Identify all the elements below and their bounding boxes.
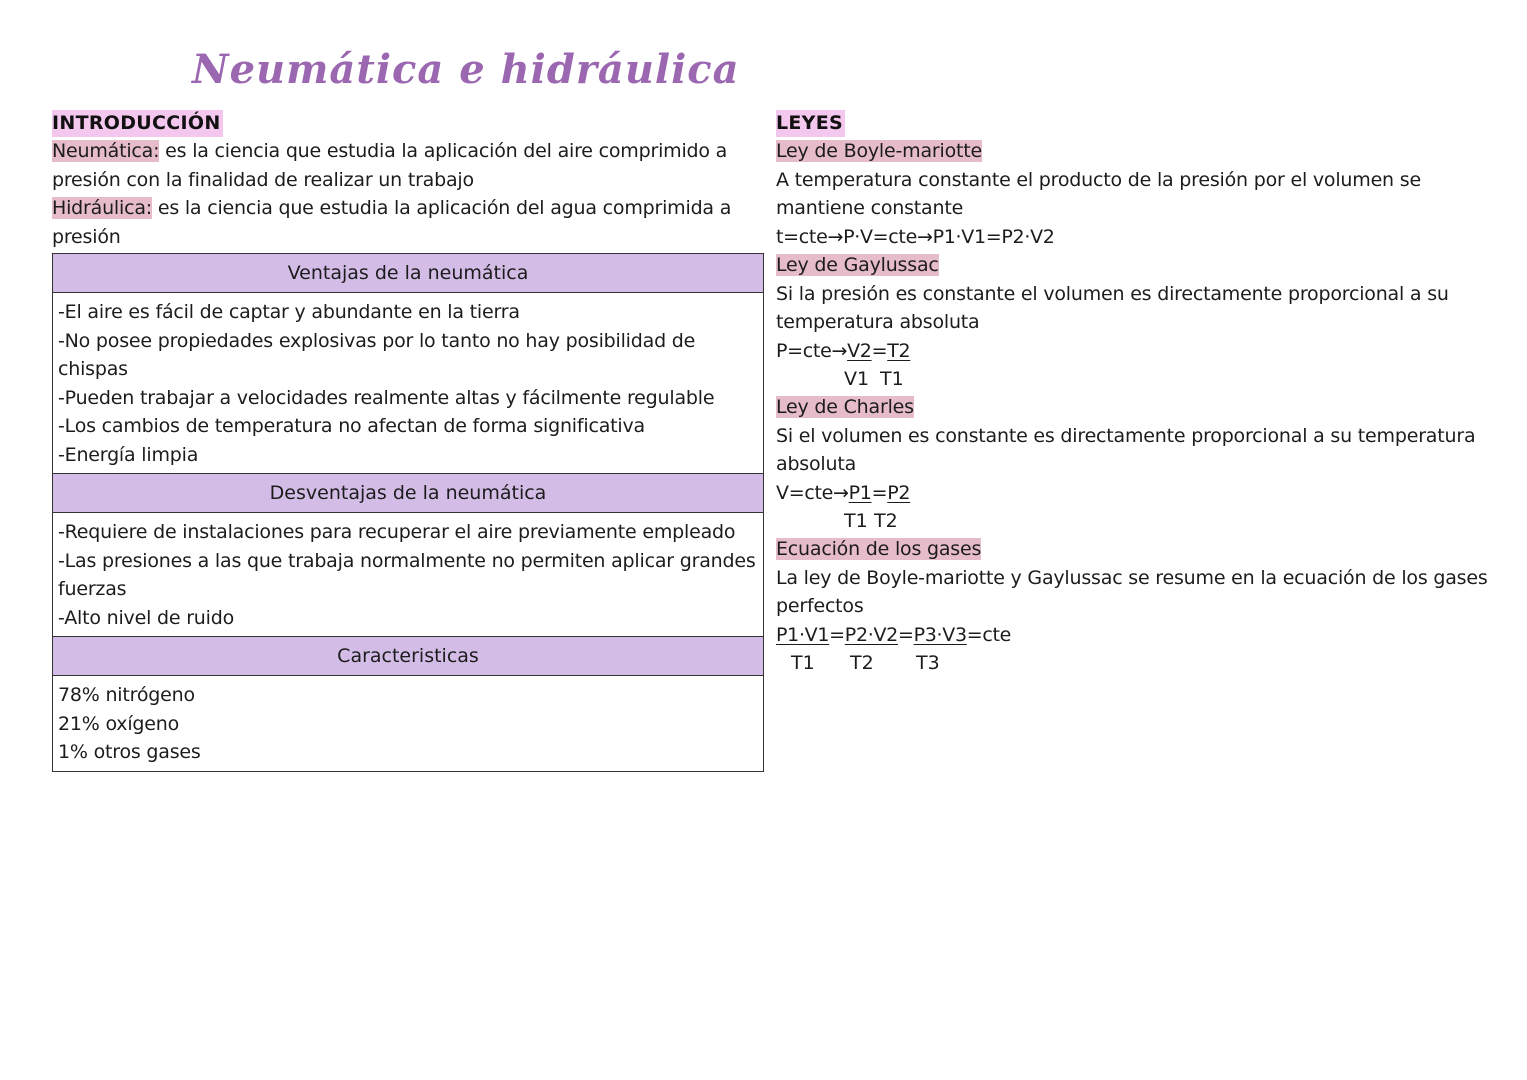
charles-equals: =	[871, 481, 888, 504]
desventajas-body	[53, 513, 763, 636]
desventajas-item: -Las presiones a las que trabaja normalmente no permiten aplicar grandes	[58, 549, 756, 572]
neumatica-def-line-2: presión con la finalidad de realizar un trabajo	[52, 168, 474, 191]
ventajas-header: Ventajas de la neumática	[53, 254, 763, 293]
desventajas-item: -Requiere de instalaciones para recuperar el aire previamente empleado	[58, 521, 736, 543]
desventajas-item: -Alto nivel de ruido	[58, 606, 235, 629]
gaylussac-equals: =	[871, 339, 888, 362]
boyle-formula: t=cte→P·V=cte→P1·V1=P2·V2	[776, 225, 1055, 248]
gaylussac-numerator-2: T2	[887, 339, 911, 362]
gaylussac-title: Ley de Gaylussac	[776, 254, 939, 276]
neumatica-term: Neumática:	[52, 140, 160, 162]
gases-denominator-3: T3	[916, 652, 940, 674]
gases-numerator-3: P3·V3	[913, 623, 967, 646]
charles-text-2: absoluta	[776, 453, 857, 475]
introduccion-heading: INTRODUCCIÓN	[52, 110, 223, 137]
gases-denominator-1: T1	[791, 652, 815, 674]
gases-equals-2: =	[897, 623, 914, 646]
hidraulica-def-line-1: es la ciencia que estudia la aplicación del agua comprimida a	[151, 197, 732, 219]
gaylussac-formula	[776, 337, 1496, 366]
gaylussac-numerator-1: V2	[847, 339, 872, 362]
ventajas-body	[53, 293, 763, 473]
ventajas-item: -Energía limpia	[58, 443, 199, 466]
charles-numerator-1: P1	[848, 481, 872, 504]
caracteristicas-item: 21% oxígeno	[58, 712, 180, 735]
gases-equals-1: =	[829, 623, 845, 646]
neumatica-def-line-1: es la ciencia que estudia la aplicación del aire comprimido a	[159, 140, 728, 162]
charles-denominator-1: T1	[844, 510, 868, 532]
charles-text-1: Si el volumen es constante es directamente proporcional a su temperatura	[776, 424, 1476, 447]
ventajas-item: -El aire es fácil de captar y abundante en la tierra	[58, 301, 520, 323]
gases-title: Ecuación de los gases	[776, 538, 982, 560]
caracteristicas-header: Caracteristicas	[53, 636, 763, 676]
boyle-text-2: mantiene constante	[776, 197, 964, 219]
boyle-text-1: A temperatura constante el producto de la presión por el volumen se	[776, 168, 1421, 191]
introduccion-column	[52, 110, 764, 772]
charles-denominator-2: T2	[874, 510, 898, 532]
gases-numerator-2: P2·V2	[844, 623, 898, 646]
neumatica-definition	[52, 137, 764, 166]
ventajas-item: -Los cambios de temperatura no afectan de forma significativa	[58, 415, 645, 437]
hidraulica-term: Hidráulica:	[52, 197, 152, 219]
hidraulica-def-line-2: presión	[52, 225, 121, 248]
leyes-column	[776, 110, 1496, 677]
gaylussac-denominator-1: V1	[844, 368, 870, 390]
charles-numerator-2: P2	[887, 481, 911, 504]
ventajas-item: -No posee propiedades explosivas por lo tanto no hay posibilidad de	[58, 329, 696, 352]
gaylussac-denominator-2: T1	[880, 368, 904, 390]
ventajas-item: chispas	[58, 358, 128, 380]
gases-denominator-2: T2	[850, 652, 874, 674]
gases-text-1: La ley de Boyle-mariotte y Gaylussac se resume en la ecuación de los gases	[776, 566, 1488, 589]
charles-denominators	[776, 507, 1496, 535]
caracteristicas-body	[53, 676, 763, 771]
gaylussac-denominators	[776, 365, 1496, 393]
leyes-heading: LEYES	[776, 110, 845, 137]
gases-text-2: perfectos	[776, 595, 864, 617]
charles-title: Ley de Charles	[776, 396, 914, 418]
desventajas-header: Desventajas de la neumática	[53, 473, 763, 513]
gaylussac-text-1: Si la presión es constante el volumen es directamente proporcional a su	[776, 282, 1449, 305]
gases-numerator-1: P1·V1	[776, 623, 830, 646]
gases-denominators	[776, 649, 1496, 677]
page-title: Neumática e hidráulica	[192, 46, 740, 93]
gases-suffix: =cte	[966, 623, 1012, 646]
caracteristicas-item: 1% otros gases	[58, 741, 201, 763]
hidraulica-definition	[52, 194, 764, 223]
ventajas-item: -Pueden trabajar a velocidades realmente altas y fácilmente regulable	[58, 386, 715, 409]
neumatica-table	[52, 253, 764, 772]
boyle-title: Ley de Boyle-mariotte	[776, 140, 982, 162]
gaylussac-text-2: temperatura absoluta	[776, 311, 980, 333]
gaylussac-prefix: P=cte→	[776, 339, 848, 362]
caracteristicas-item: 78% nitrógeno	[58, 684, 195, 706]
desventajas-item: fuerzas	[58, 578, 127, 600]
charles-formula	[776, 479, 1496, 508]
gases-formula	[776, 621, 1496, 650]
charles-prefix: V=cte→	[776, 481, 849, 504]
